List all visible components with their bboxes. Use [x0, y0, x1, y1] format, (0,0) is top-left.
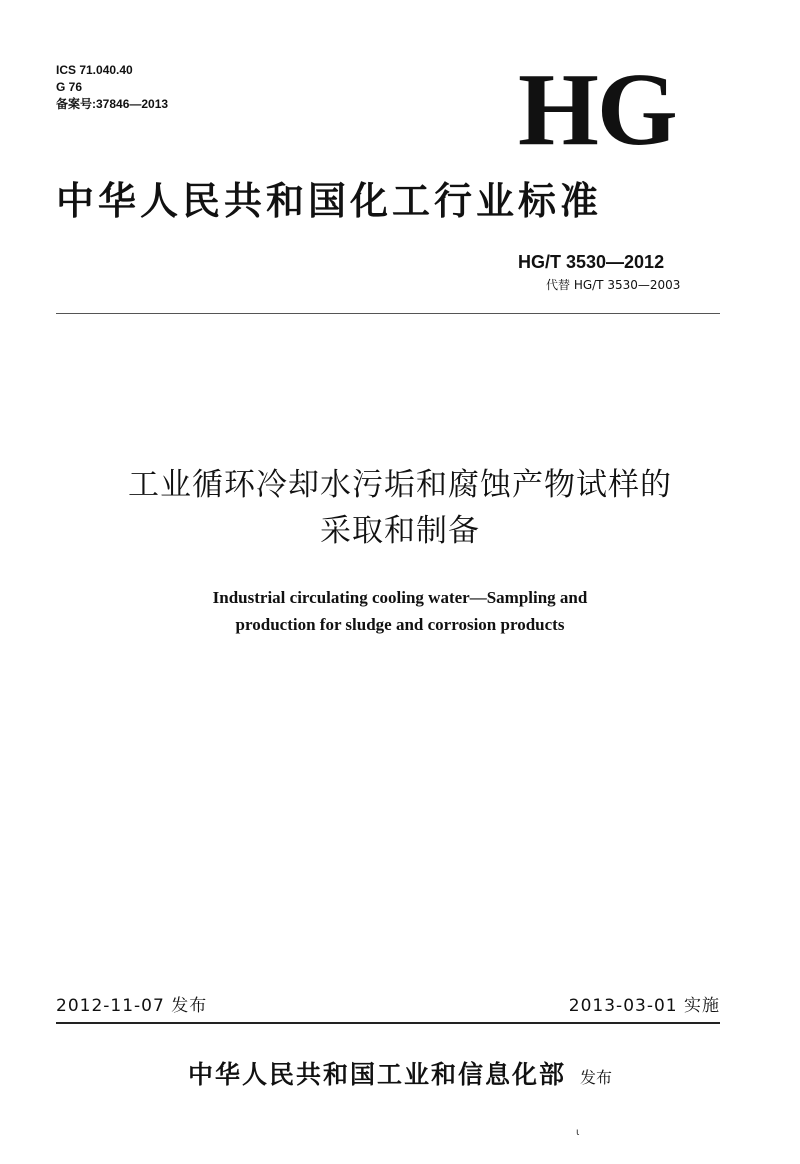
chinese-title-line-2: 采取和制备 — [320, 513, 480, 549]
chinese-title — [40, 462, 760, 554]
bottom-divider — [56, 1022, 720, 1024]
chinese-title-line-1: 工业循环冷却水污垢和腐蚀产物试样的 — [128, 467, 672, 503]
footer-mark: ι — [576, 1127, 580, 1138]
record-number: 备案号:37846—2013 — [56, 97, 169, 111]
issuer-block — [40, 1058, 760, 1095]
ccs-code: G 76 — [56, 80, 83, 94]
english-title-line-2: production for sludge and corrosion products — [235, 615, 565, 634]
classification-codes — [56, 62, 168, 113]
issuer-action: 发布 — [580, 1068, 613, 1087]
english-title — [40, 584, 760, 638]
issue-date: 2012-11-07 发布 — [56, 996, 208, 1016]
issuer-name: 中华人民共和国工业和信息化部 — [187, 1060, 566, 1089]
standard-number: HG/T 3530—2012 — [518, 252, 665, 272]
ics-code: ICS 71.040.40 — [56, 63, 133, 77]
english-title-line-1: Industrial circulating cooling water—Sampling and — [212, 588, 588, 607]
top-divider — [56, 313, 720, 314]
replaces-standard: 代替 HG/T 3530—2003 — [546, 278, 681, 292]
implementation-date: 2013-03-01 实施 — [568, 996, 720, 1016]
standard-category-title: 中华人民共和国化工行业标准 — [56, 178, 603, 223]
hg-logo: HG — [518, 52, 676, 167]
